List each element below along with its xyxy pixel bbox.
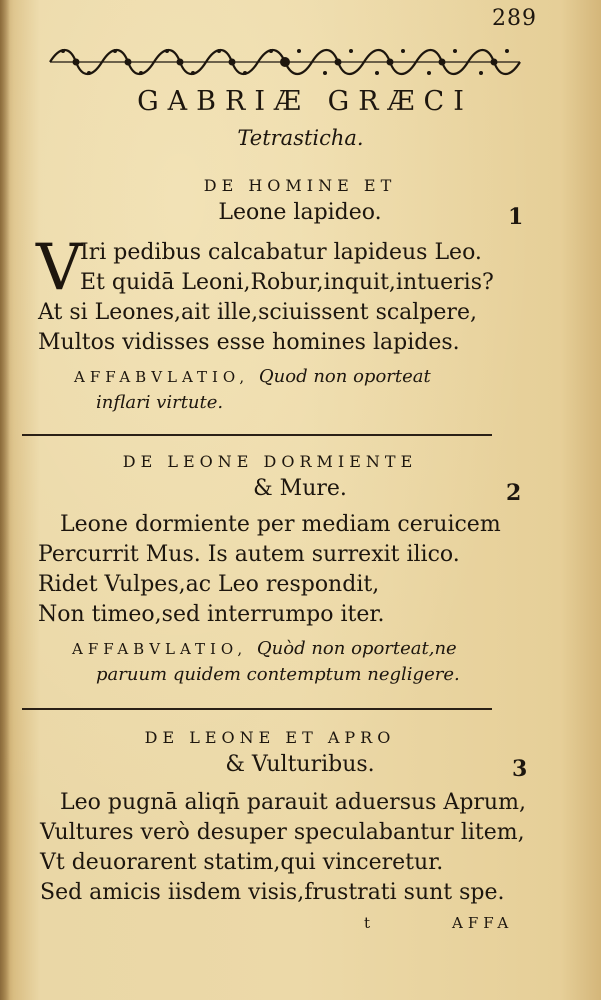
moral-line [74,366,431,387]
verse-line: Non timeo,sed interrumpo iter. [38,602,385,627]
verse-line: Leo pugnā aliqn̄ parauit aduersus Aprum, [60,790,526,815]
verse-line: Vultures verò desuper speculabantur litem, [40,820,525,845]
moral-label: AFFABVLATIO, [74,368,250,386]
fable-3-number: 3 [512,756,528,782]
catchword: AFFA [452,914,514,932]
verse-line: Ridet Vulpes,ac Leo respondit, [38,572,380,597]
moral-continuation: inflari virtute. [96,392,224,413]
verse-line: Leone dormiente per mediam ceruicem [60,512,501,537]
section-subtitle: Tetrasticha. [237,126,364,150]
moral-line [72,638,457,659]
decorative-headpiece-icon [46,44,524,80]
fable-1-subtitle: Leone lapideo. [218,200,382,225]
section-divider [22,434,492,436]
fable-1-number: 1 [508,204,524,230]
verse-line: Multos vidisses esse homines lapides. [38,330,460,355]
verse-line: Vt deuorarent statim,qui vinceretur. [40,850,444,875]
moral-text: Quod non oporteat [258,366,431,387]
page-number: 289 [492,6,537,31]
verse-line: At si Leones,ait ille,sciuissent scalpere, [38,300,477,325]
drop-cap: V [36,231,83,305]
running-head: GABRIÆ GRÆCI [137,86,473,117]
moral-text: Quòd non oporteat,ne [256,638,457,659]
fable-2-title: DE LEONE DORMIENTE [122,452,418,471]
section-divider [22,708,492,710]
verse-line: Sed amicis iisdem visis,frustrati sunt spe. [40,880,505,905]
fable-3-title: DE LEONE ET APRO [144,728,396,747]
verse-line: Percurrit Mus. Is autem surrexit ilico. [38,542,460,567]
verse-line: Iri pedibus calcabatur lapideus Leo. [80,240,482,265]
fable-2-number: 2 [506,480,522,506]
verse-line: Et quidā Leoni,Robur,inquit,intueris? [80,270,494,295]
moral-label: AFFABVLATIO, [72,640,248,658]
signature-mark: t [364,914,376,932]
moral-continuation: paruum quidem contemptum negligere. [96,664,460,685]
fable-1-title: DE HOMINE ET [203,176,397,195]
fable-3-subtitle: & Vulturibus. [225,752,375,777]
fable-2-subtitle: & Mure. [253,476,347,501]
page-gutter-shadow [0,0,10,1000]
